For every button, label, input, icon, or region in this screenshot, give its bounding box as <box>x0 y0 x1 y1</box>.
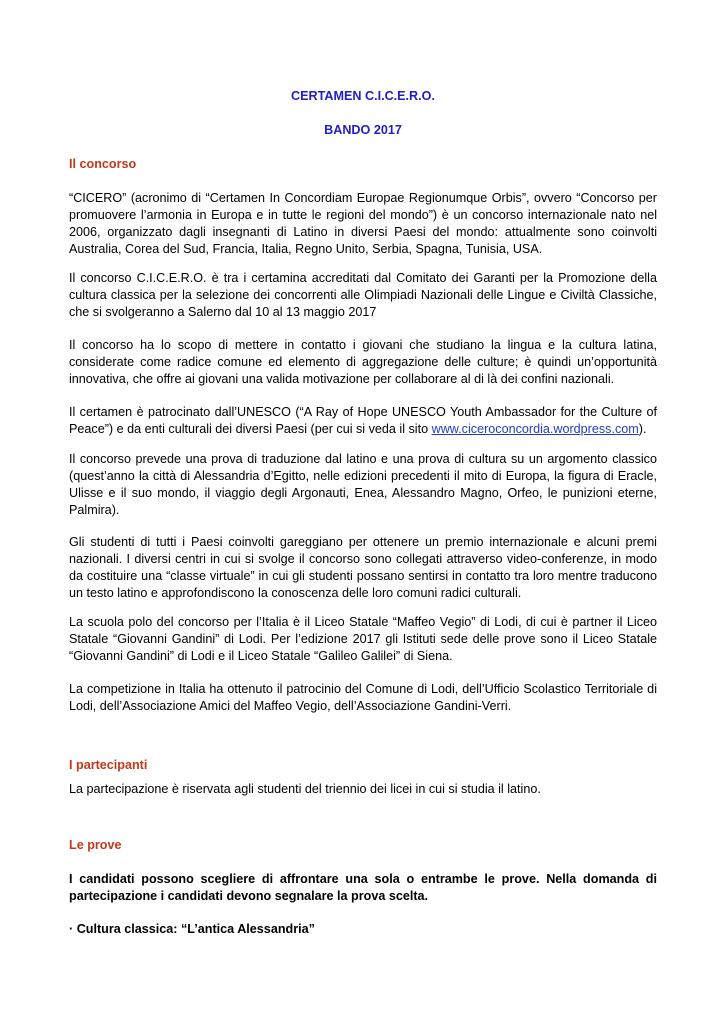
paragraph-students: Gli studenti di tutti i Paesi coinvolti gareggiano per ottenere un premio internazionale e alcuni premi nazionali. I diversi centri in cui si svolge il concorso sono collegati attraverso video-conferenze, in modo da costituire una “classe virtuale” in cui gli studenti possano sentirsi in contatto tra loro mentre traducono un testo latino e approfondiscono la conoscenza delle loro comuni radici culturali. <box>69 535 657 600</box>
paragraph-schools: La scuola polo del concorso per l’Italia è il Liceo Statale “Maffeo Vegio” di Lodi, di cui è partner il Liceo Statale “Giovanni Gandini” di Lodi. Per l’edizione 2017 gli Istituti sede delle prove sono il Liceo Statale “Giovanni Gandini” di Lodi e il Liceo Statale “Galileo Galilei” di Siena. <box>69 615 657 663</box>
paragraph-unesco-end: ). <box>638 421 647 436</box>
document-title: CERTAMEN C.I.C.E.R.O. <box>291 89 435 103</box>
list-item-cultura-classica: · Cultura classica: “L’antica Alessandria” <box>69 922 315 936</box>
paragraph-cicero-intro: “CICERO” (acronimo di “Certamen In Concordiam Europae Regionumque Orbis”, ovvero “Concorso per promuovere l’armonia in Europa e in tutte le regioni del mondo”) è un concorso internazionale nato nel 2006, organizzato dagli insegnanti di Latino in diversi Paesi del mondo: attualmente sono coinvolti Australia, Corea del Sud, Francia, Italia, Regno Unito, Serbia, Spagna, Tunisia, USA. <box>69 191 657 256</box>
section-heading-prove: Le prove <box>69 838 122 852</box>
paragraph-tests: Il concorso prevede una prova di traduzione dal latino e una prova di cultura su un argomento classico (quest’anno la città di Alessandria d’Egitto, nelle edizioni precedenti il mito di Europa, la figura di Eracle, Ulisse e il suo mondo, il viaggio degli Argonauti, Enea, Alessandro Magno, Orfeo, le punizioni eterne, Palmira). <box>69 452 657 517</box>
website-link[interactable]: www.ciceroconcordia.wordpress.com <box>431 421 639 436</box>
paragraph-purpose: Il concorso ha lo scopo di mettere in contatto i giovani che studiano la lingua e la cultura latina, considerate come radice comune ed elemento di aggregazione delle culture; è quindi un’opportunità innovativa, che offre ai giovani una valida motivazione per collaborare al di là dei confini nazionali. <box>69 338 657 386</box>
paragraph-unesco <box>69 404 657 438</box>
section-heading-partecipanti: I partecipanti <box>69 758 148 772</box>
paragraph-unesco-text: Il certamen è patrocinato dall’UNESCO (“A Ray of Hope UNESCO Youth Ambassador for the Culture of Peace”) e da enti culturali dei diversi Paesi (per cui si veda il sito <box>69 405 657 436</box>
document-subtitle: BANDO 2017 <box>324 123 402 137</box>
paragraph-accreditation: Il concorso C.I.C.E.R.O. è tra i certamina accreditati dal Comitato dei Garanti per la Promozione della cultura classica per la selezione dei concorrenti alle Olimpiadi Nazionali delle Lingue e Civiltà Classiche, che si svolgeranno a Salerno dal 10 al 13 maggio 2017 <box>69 271 657 319</box>
paragraph-candidates: I candidati possono scegliere di affrontare una sola o entrambe le prove. Nella domanda di partecipazione i candidati devono segnalare la prova scelta. <box>69 872 657 903</box>
section-heading-concorso: Il concorso <box>69 157 137 171</box>
paragraph-participation: La partecipazione è riservata agli studenti del triennio dei licei in cui si studia il latino. <box>69 782 541 796</box>
paragraph-patronage: La competizione in Italia ha ottenuto il patrocinio del Comune di Lodi, dell’Ufficio Scolastico Territoriale di Lodi, dell’Associazione Amici del Maffeo Vegio, dell’Associazione Gandini-Verri. <box>69 682 657 713</box>
